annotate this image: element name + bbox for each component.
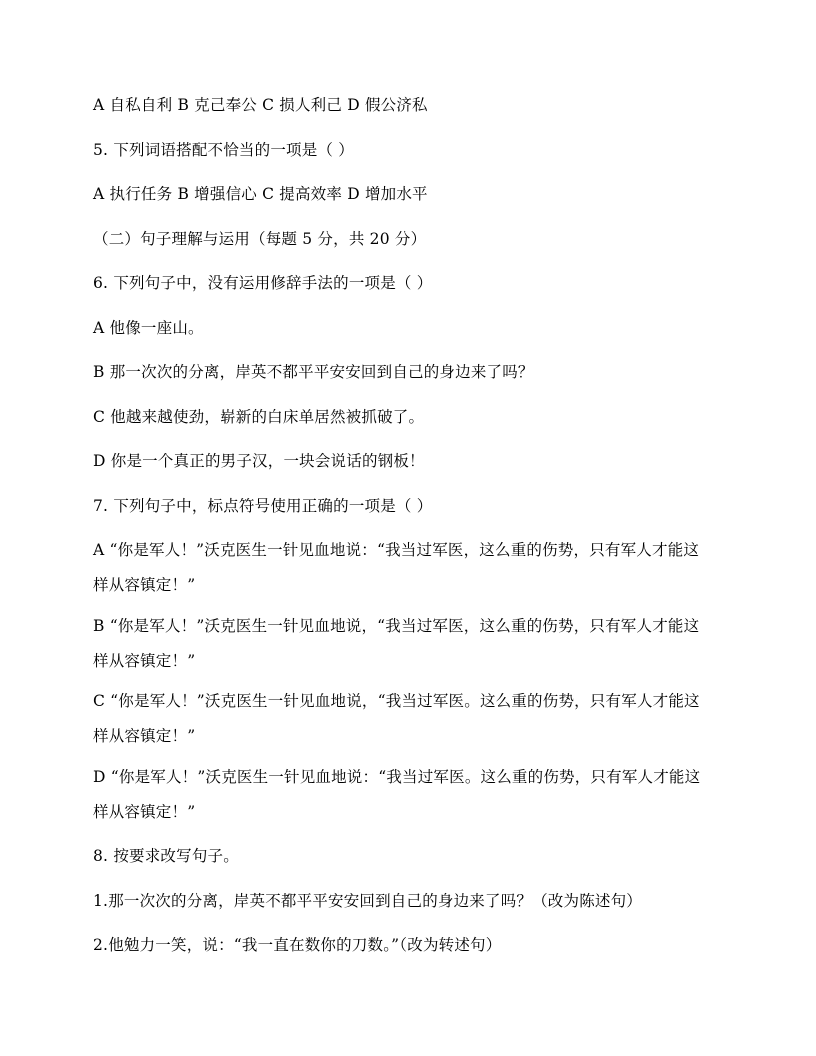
q8-item-2: 2.他勉力一笑，说：“我一直在数你的刀数。”（改为转述句） — [93, 936, 502, 954]
q7-option-a-line1: A “你是军人！”沃克医生一针见血地说：“我当过军医，这么重的伤势，只有军人才能这 — [93, 541, 700, 559]
q7-option-d-line2: 样从容镇定！” — [93, 803, 196, 821]
q6-option-d: D 你是一个真正的男子汉，一块会说话的钢板！ — [93, 452, 425, 470]
q7-option-c-line2: 样从容镇定！” — [93, 727, 196, 745]
q8-item-1: 1.那一次次的分离，岸英不都平平安安回到自己的身边来了吗？（改为陈述句） — [93, 892, 642, 910]
q8-question: 8. 按要求改写句子。 — [93, 847, 239, 865]
q4-options: A 自私自利 B 克己奉公 C 损人利己 D 假公济私 — [93, 96, 428, 114]
q6-option-a: A 他像一座山。 — [93, 319, 204, 337]
section-2-heading: （二）句子理解与运用（每题 5 分，共 20 分） — [93, 230, 427, 248]
q6-option-b: B 那一次次的分离，岸英不都平平安安回到自己的身边来了吗？ — [93, 363, 534, 381]
q7-question: 7. 下列句子中，标点符号使用正确的一项是（ ） — [93, 497, 433, 515]
q7-option-a-line2: 样从容镇定！” — [93, 576, 196, 594]
q5-question: 5. 下列词语搭配不恰当的一项是（ ） — [93, 141, 354, 159]
q7-option-d-line1: D “你是军人！”沃克医生一针见血地说：“我当过军医。这么重的伤势，只有军人才能这 — [93, 768, 701, 786]
q6-question: 6. 下列句子中，没有运用修辞手法的一项是（ ） — [93, 274, 433, 292]
q7-option-b-line1: B “你是军人！”沃克医生一针见血地说，“我当过军医，这么重的伤势，只有军人才能这 — [93, 617, 700, 635]
q7-option-b-line2: 样从容镇定！” — [93, 652, 196, 670]
q5-options: A 执行任务 B 增强信心 C 提高效率 D 增加水平 — [93, 185, 428, 203]
q6-option-c: C 他越来越使劲，崭新的白床单居然被抓破了。 — [93, 408, 425, 426]
q7-option-c-line1: C “你是军人！”沃克医生一针见血地说，“我当过军医。这么重的伤势，只有军人才能这 — [93, 692, 700, 710]
